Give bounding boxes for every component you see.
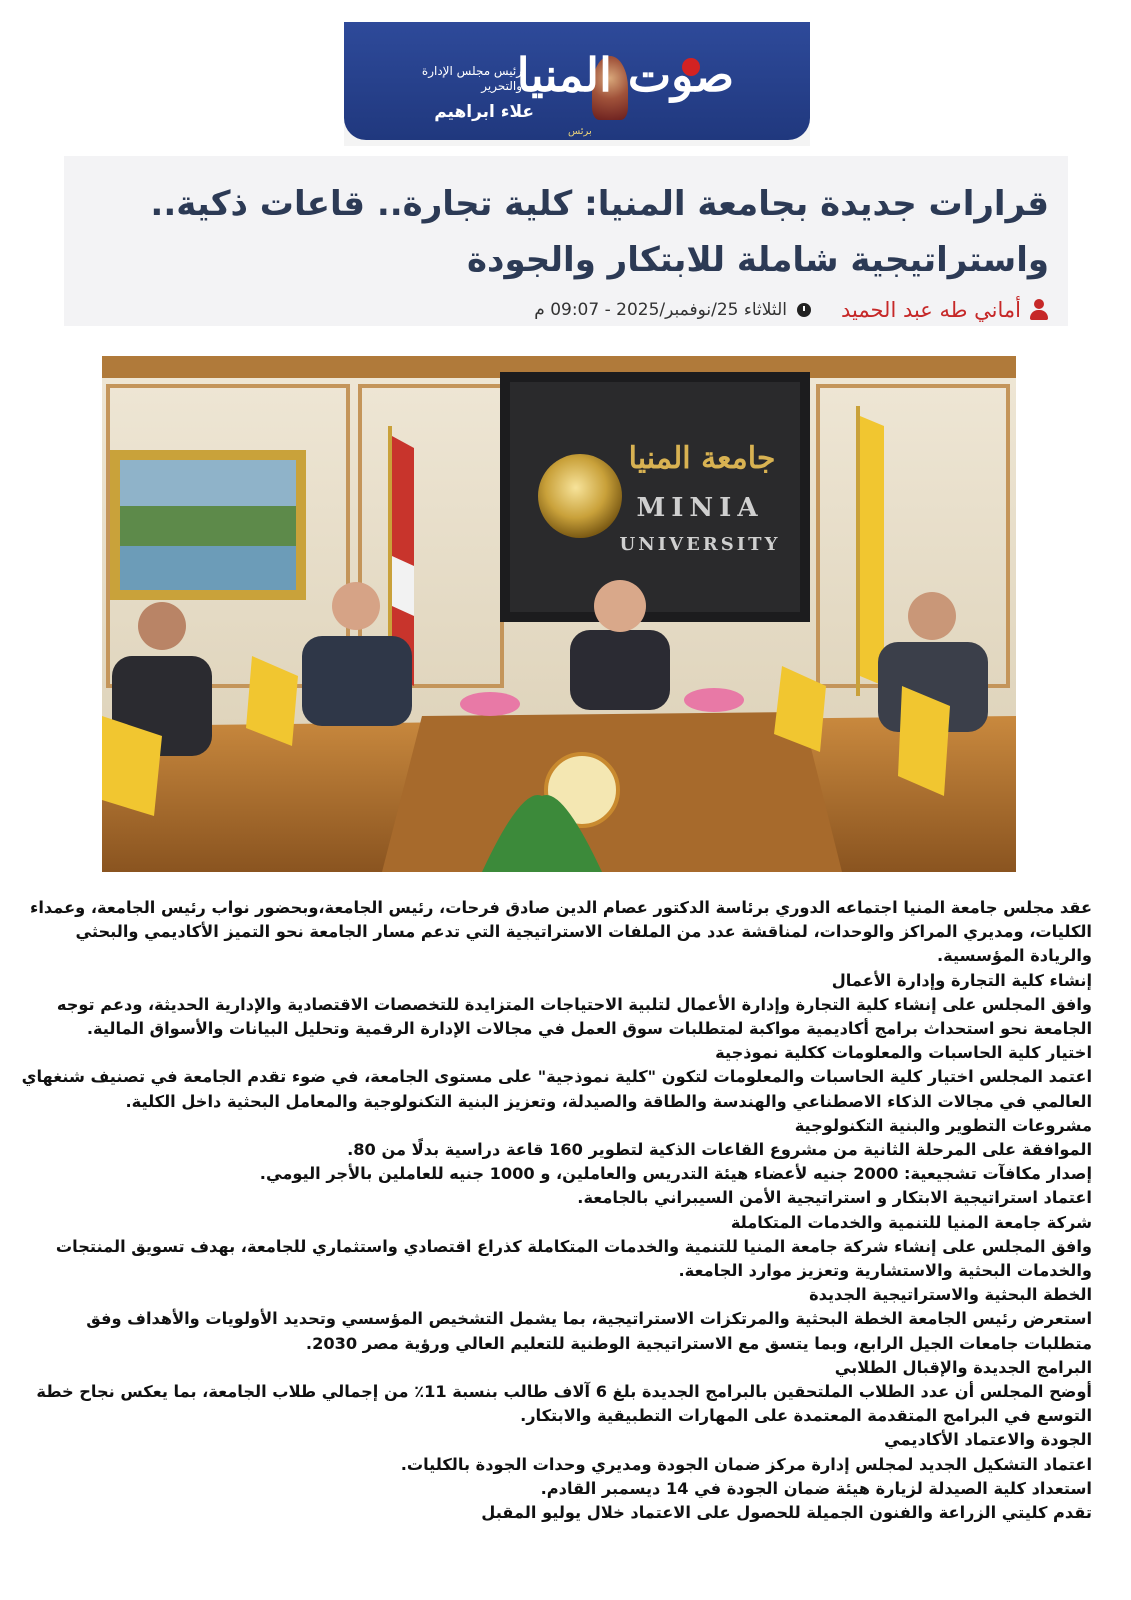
section-heading: الجودة والاعتماد الأكاديمي — [884, 1430, 1092, 1450]
article-paragraph: اعتماد استراتيجية الابتكار و استراتيجية الأمن السيبراني بالجامعة. — [577, 1188, 1092, 1208]
article-paragraph: استعداد كلية الصيدلة لزيارة هيئة ضمان الجودة في 14 ديسمبر القادم. — [540, 1478, 1092, 1498]
logo-text: صوت المنيا — [516, 48, 734, 102]
article-headline: قرارات جديدة بجامعة المنيا: كلية تجارة.. قاعات ذكية.. واستراتيجية شاملة للابتكار والجودة — [150, 184, 1049, 280]
site-logo[interactable] — [516, 44, 734, 137]
article-paragraph: عقد مجلس جامعة المنيا اجتماعه الدوري برئاسة الدكتور عصام الدين صادق فرحات، رئيس الجامعة،وبحضور نواب رئيس الجامعة، وعمداء الكليات، ومديري المراكز والوحدات، لمناقشة عدد من الملفات الاستراتيجية التي تدعم مسار الجامعة نحو التميز الأكاديمي والبحثي والريادة المؤسسية. — [30, 898, 1092, 966]
article-paragraph: استعرض رئيس الجامعة الخطة البحثية والمرتكزات الاستراتيجية، بما يشمل التشخيص المؤسسي وتحديد الأولويات والأهداف وفق متطلبات جامعات الجيل الرابع، وبما يتسق مع الاستراتيجية الوطنية للتعليم العالي ورؤية مصر 2030. — [86, 1309, 1092, 1353]
masthead-banner — [344, 22, 810, 146]
user-icon — [1029, 299, 1049, 321]
meeting-photo-illustration — [102, 356, 1016, 872]
author-link[interactable]: أماني طه عبد الحميد — [840, 298, 1021, 322]
article-paragraph: وافق المجلس على إنشاء كلية التجارة وإدارة الأعمال لتلبية الاحتياجات المتزايدة للتخصصات الاقتصادية والإدارية الحديثة، ودعم توجه الجامعة نحو استحداث برامج أكاديمية مواكبة لمتطلبات سوق العمل في مجالات الإدارة الرقمية وتحليل البيانات والأسواق المالية. — [56, 994, 1092, 1039]
chair-title: رئيس مجلس الإدارة والتحرير — [421, 64, 522, 93]
article-paragraph: أوضح المجلس أن عدد الطلاب الملتحقين بالبرامج الجديدة بلغ 6 آلاف طالب بنسبة 11٪ من إجمالي طلاب الجامعة، بما يعكس نجاح خطة التوسع في البرامج المتقدمة المعتمدة على المهارات التطبيقية والابتكار. — [36, 1382, 1092, 1426]
section-heading: مشروعات التطوير والبنية التكنولوجية — [794, 1115, 1092, 1135]
section-heading: الخطة البحثية والاستراتيجية الجديدة — [809, 1285, 1092, 1305]
article-paragraph: الموافقة على المرحلة الثانية من مشروع القاعات الذكية لتطوير 160 قاعة دراسية بدلًا من 80. — [347, 1140, 1092, 1160]
article-body — [20, 896, 1092, 1525]
sign-line1-text: MINIA — [636, 493, 764, 523]
section-heading: البرامج الجديدة والإقبال الطلابي — [834, 1357, 1092, 1377]
article-photo — [102, 356, 1016, 872]
section-heading: شركة جامعة المنيا للتنمية والخدمات المتكاملة — [730, 1212, 1092, 1232]
sign-line2-text: UNIVERSITY — [619, 534, 781, 555]
masthead-panel — [344, 22, 810, 140]
chair-name: علاء ابراهيم — [434, 102, 534, 122]
article-paragraph: إصدار مكافآت تشجيعية: 2000 جنيه لأعضاء هيئة التدريس والعاملين، و 1000 جنيه للعاملين بالأجر اليومي. — [259, 1164, 1092, 1184]
article-paragraph: اعتماد التشكيل الجديد لمجلس إدارة مركز ضمان الجودة ومديري وحدات الجودة بالكليات. — [400, 1454, 1092, 1474]
byline — [534, 298, 1049, 322]
clock-icon — [797, 303, 811, 317]
sign-arabic-text: جامعة المنيا — [628, 441, 776, 476]
section-heading: اختيار كلية الحاسبات والمعلومات ككلية نموذجية — [715, 1043, 1092, 1063]
publish-date: الثلاثاء 25/نوفمبر/2025 - 09:07 م — [534, 300, 787, 320]
article-paragraph: تقدم كليتي الزراعة والفنون الجميلة للحصول على الاعتماد خلال يوليو المقبل — [481, 1503, 1092, 1523]
section-heading: إنشاء كلية التجارة وإدارة الأعمال — [831, 970, 1092, 990]
article-paragraph: اعتمد المجلس اختيار كلية الحاسبات والمعلومات لتكون "كلية نموذجية" على مستوى الجامعة، في ضوء تقدم الجامعة في تصنيف شنغهاي العالمي في مجالات الذكاء الاصطناعي والهندسة والطاقة والصيدلة، وتعزيز البنية التكنولوجية والمعامل البحثية داخل الكلية. — [21, 1067, 1092, 1111]
logo-subtext: برئس — [568, 126, 592, 137]
article-paragraph: وافق المجلس على إنشاء شركة جامعة المنيا للتنمية والخدمات المتكاملة كذراع اقتصادي واستثماري للجامعة، بهدف تسويق المنتجات والخدمات البحثية والاستشارية وتعزيز موارد الجامعة. — [55, 1236, 1092, 1281]
